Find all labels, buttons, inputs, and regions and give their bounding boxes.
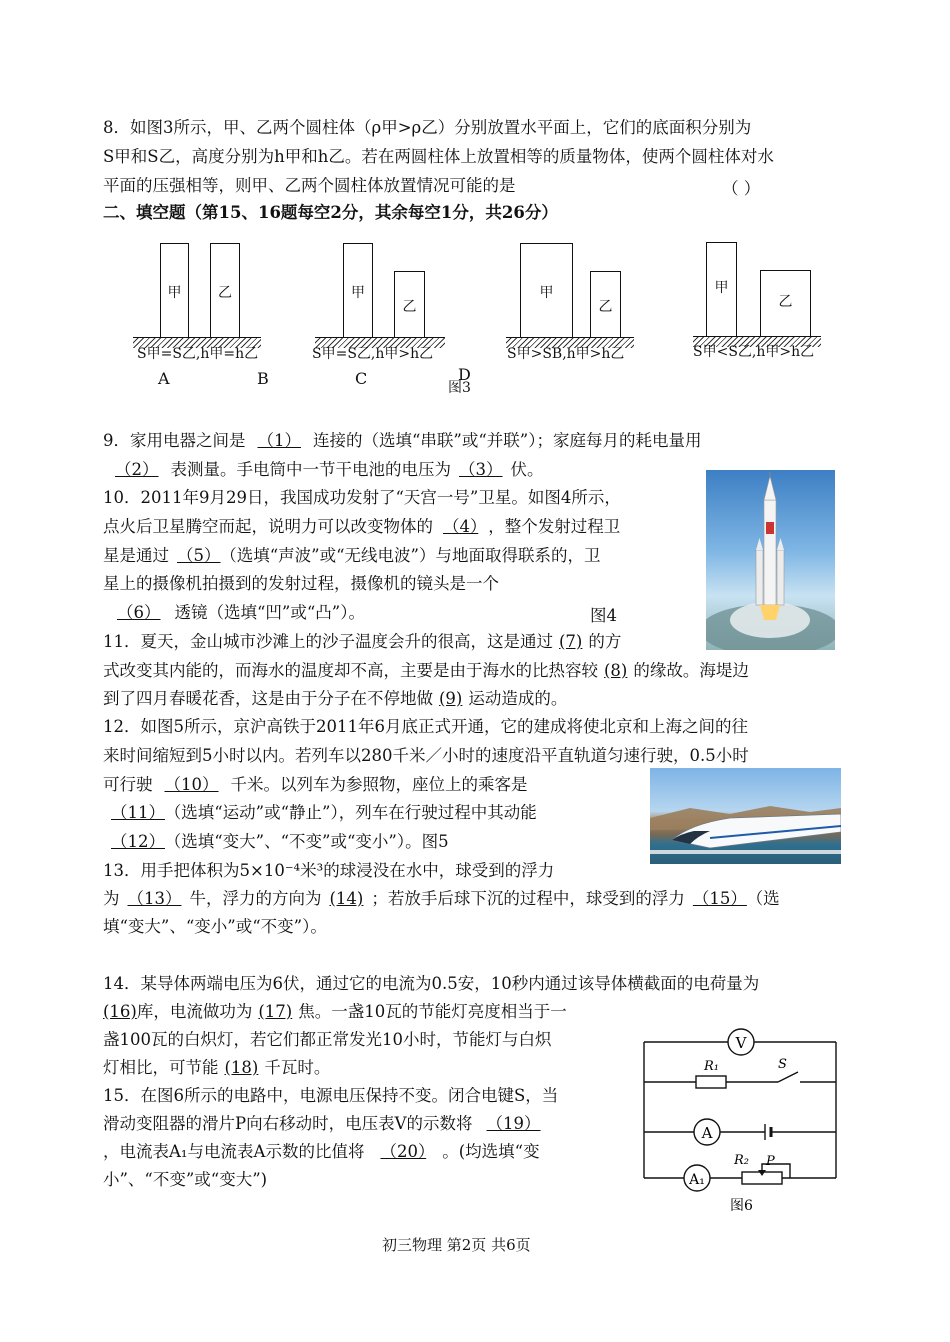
blank-12: （12） — [111, 832, 165, 851]
option-d: D — [458, 365, 471, 384]
label-a1: A₁ — [689, 1172, 705, 1188]
q10-line1: 10．2011年9月29日，我国成功发射了“天宫一号”卫星。如图4所示， — [103, 488, 621, 507]
q8-answer-bracket: （ ） — [722, 179, 761, 198]
q10-line2: 点火后卫星腾空而起，说明力可以改变物体的 （4） ，整个发射过程卫 — [103, 517, 621, 536]
q14-line4: 灯相比，可节能 (18) 千瓦时。 — [103, 1058, 331, 1077]
option-a: A — [158, 369, 170, 388]
cylinder-yi-3: 乙 — [590, 271, 621, 338]
figure-4-caption: 图4 — [590, 606, 617, 625]
cylinder-jia-a: 甲 — [160, 243, 189, 338]
blank-20: （20） — [380, 1142, 427, 1161]
q11-line1: 11．夏天，金山城市沙滩上的沙子温度会升的很高，这是通过 (7) 的方 — [103, 632, 622, 651]
condition-a: S甲=S乙,h甲=h乙 — [137, 346, 259, 362]
blank-8: (8) — [604, 661, 628, 680]
blank-13: （13） — [127, 889, 182, 908]
q8-line2: S甲和S乙，高度分别为h甲和h乙。若在两圆柱体上放置相等的质量物体，使两个圆柱体对水 — [103, 147, 774, 166]
blank-10: （10） — [164, 775, 219, 794]
cylinder-yi-c: 乙 — [394, 271, 425, 338]
blank-4: （4） — [443, 517, 479, 536]
q11-line3: 到了四月春暖花香，这是由于分子在不停地做 (9) 运动造成的。 — [103, 689, 568, 708]
q15-line4: 小”、“不变”或“变大”) — [103, 1170, 268, 1189]
cylinder-yi-a: 乙 — [210, 243, 240, 338]
train-photo — [650, 768, 841, 864]
q11-line2: 式改变其内能的，而海水的温度却不高，主要是由于海水的比热容较 (8) 的缘故。海堤边 — [103, 661, 749, 680]
condition-c: S甲=S乙,h甲>h乙 — [312, 346, 434, 362]
q14-line2: (16)库，电流做功为 (17) 焦。一盏10瓦的节能灯亮度相当于一 — [103, 1002, 567, 1021]
blank-16: (16) — [103, 1002, 137, 1021]
blank-7: (7) — [559, 632, 583, 651]
q9-line1: 9．家用电器之间是 （1） 连接的（选填“串联”或“并联”）；家庭每月的耗电量用 — [103, 431, 702, 450]
q14-line1: 14．某导体两端电压为6伏，通过它的电流为0.5安，10秒内通过该导体横截面的电荷量为 — [103, 974, 760, 993]
condition-3: S甲>SB,h甲>h乙 — [507, 346, 625, 362]
q10-line5: （6） 透镜（选填“凹”或“凸”）。 — [103, 602, 365, 624]
q15-line3: ，电流表A₁与电流表A示数的比值将 （20） 。(均选填“变 — [103, 1142, 540, 1161]
q10-line4: 星上的摄像机拍摄到的发射过程，摄像机的镜头是一个 — [103, 574, 499, 593]
label-r2: R₂ — [734, 1153, 749, 1168]
q12-line2: 来时间缩短到5小时以内。若列车以280千米／小时的速度沿平直轨道匀速行驶，0.5小时 — [103, 746, 749, 765]
blank-9: (9) — [439, 689, 463, 708]
label-v: V — [735, 1034, 747, 1052]
blank-6: （6） — [117, 603, 161, 622]
blank-14: (14) — [329, 889, 364, 908]
rocket-photo — [706, 470, 835, 650]
label-a: A — [701, 1124, 713, 1142]
q13-line3: 填“变大”、“变小”或“不变”）。 — [103, 917, 327, 936]
blank-1: （1） — [257, 431, 301, 450]
blank-5: （5） — [177, 546, 221, 565]
figure-3-caption: 图3 — [448, 380, 471, 396]
blank-3: （3） — [459, 460, 503, 479]
blank-15: （15） — [692, 889, 747, 908]
q13-line2: 为 （13） 牛，浮力的方向为 (14) ；若放手后球下沉的过程中，球受到的浮力 （15） （选 — [103, 889, 780, 908]
blank-2: （2） — [115, 460, 159, 479]
option-b: B — [257, 369, 269, 388]
cylinder-jia-4: 甲 — [706, 242, 737, 337]
label-r1: R₁ — [704, 1059, 719, 1074]
q15-line1: 15．在图6所示的电路中，电源电压保持不变。闭合电键S，当 — [103, 1086, 559, 1105]
q9-line2: （2） 表测量。手电筒中一节干电池的电压为 （3） 伏。 — [103, 459, 544, 481]
q12-line1: 12．如图5所示，京沪高铁于2011年6月底正式开通，它的建成将使北京和上海之间的往 — [103, 717, 748, 736]
q15-line2: 滑动变阻器的滑片P向右移动时，电压表V的示数将 （19） — [103, 1113, 555, 1135]
condition-4: S甲<S乙,h甲>h乙 — [693, 344, 815, 360]
q10-line3: 星是通过 （5） （选填“声波”或“无线电波”）与地面取得联系的，卫 — [103, 546, 601, 565]
q14-line3: 盏100瓦的白炽灯，若它们都正常发光10小时，节能灯与白炽 — [103, 1030, 552, 1049]
q8-line3: 平面的压强相等，则甲、乙两个圆柱体放置情况可能的是 — [103, 176, 516, 195]
q12-line4: （11） （选填“运动”或“静止”），列车在行驶过程中其动能 — [103, 802, 537, 824]
cylinder-jia-c: 甲 — [343, 243, 373, 338]
blank-18: (18) — [224, 1058, 259, 1077]
blank-11: （11） — [111, 803, 165, 822]
q8-line1: 8．如图3所示，甲、乙两个圆柱体（ρ甲>ρ乙）分别放置水平面上，它们的底面积分别为 — [103, 118, 752, 137]
blank-17: (17) — [258, 1002, 293, 1021]
cylinder-jia-3: 甲 — [520, 243, 573, 338]
figure-6-caption: 图6 — [730, 1198, 753, 1214]
section-heading: 二、填空题（第15、16题每空2分，其余每空1分，共26分） — [103, 203, 558, 222]
label-p: P — [766, 1154, 775, 1169]
option-c: C — [355, 369, 368, 388]
figure-6-circuit — [630, 1020, 850, 1220]
blank-19: （19） — [486, 1114, 541, 1133]
q12-line3: 可行驶 （10） 千米。以列车为参照物，座位上的乘客是 — [103, 775, 528, 794]
page-footer: 初三物理 第2页 共6页 — [382, 1236, 531, 1254]
q12-line5: （12） （选填“变大”、“不变”或“变小”）。图5 — [103, 831, 449, 853]
cylinder-yi-4: 乙 — [760, 270, 811, 337]
label-s: S — [778, 1057, 787, 1072]
q13-line1: 13．用手把体积为5×10⁻⁴米³的球浸没在水中，球受到的浮力 — [103, 861, 555, 880]
